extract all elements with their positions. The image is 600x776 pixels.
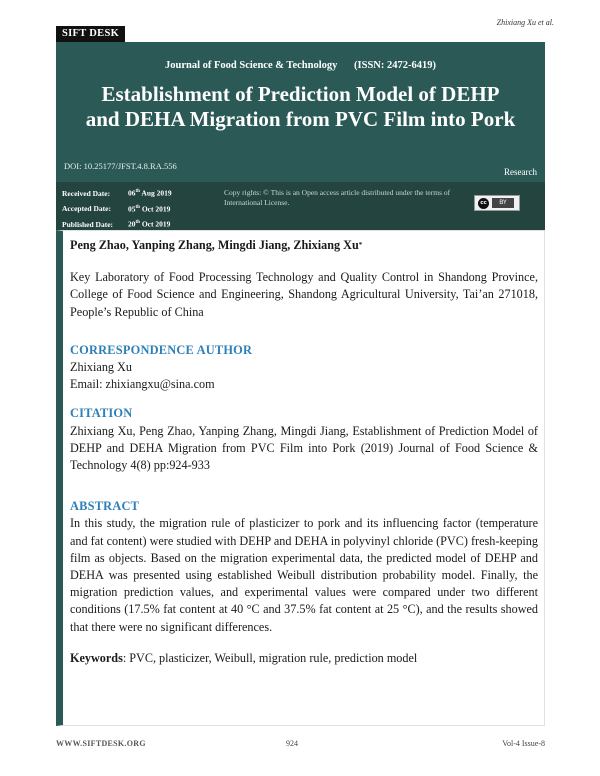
abstract-section	[70, 498, 538, 636]
article-type: Research	[504, 167, 537, 177]
citation-section	[70, 405, 538, 474]
abstract-text: In this study, the migration rule of plasticizer to pork and its influencing factor (temperature and fat content) were studied with DEHP and DEHA in polyvinyl chloride (PVC) fresh-keeping film as objects. Based on the migration experimental data, the predicted model of DEHP and DEHA was presented using established Weibull distribution probability model. Finally, the migration prediction values, and experimental values were compared under two different conditions (17.5% fat content at 40 °C and 37.5% fat content at 25 °C), and the results showed that there were no significant differences.	[70, 516, 538, 634]
journal-line	[56, 60, 545, 71]
keywords-list: : PVC, plasticizer, Weibull, migration rule, prediction model	[122, 650, 418, 665]
cc-license-badge[interactable]	[474, 195, 520, 211]
issn: (ISSN: 2472-6419)	[354, 60, 436, 71]
title-banner	[56, 42, 545, 182]
correspondence-email[interactable]: Email: zhixiangxu@sina.com	[70, 377, 215, 392]
citation-text: Zhixiang Xu, Peng Zhao, Yanping Zhang, Mingdi Jiang, Establishment of Prediction Model of DEHP and DEHA Migration from PVC Film into Pork (2019) Journal of Food Science & Technology 4(8) pp:924-933	[70, 423, 538, 473]
cc-icon: cc	[478, 198, 489, 209]
page-number: 924	[286, 739, 298, 748]
doi-link[interactable]: DOI: 10.25177/JFST.4.8.RA.556	[64, 161, 177, 171]
published-date: Published Date: 20th Oct 2019	[62, 219, 171, 229]
volume-issue: Vol-4 Issue-8	[502, 739, 545, 748]
author-list: Peng Zhao, Yanping Zhang, Mingdi Jiang, Zhixiang Xu*	[70, 238, 363, 252]
correspondence-heading: CORRESPONDENCE AUTHOR	[70, 342, 253, 357]
keywords	[70, 650, 538, 667]
correspondence-name: Zhixiang Xu	[70, 360, 132, 375]
affiliation: Key Laboratory of Food Processing Technology and Quality Control in Shandong Province, College of Food Science and Engineering, Shandong Agricultural University, Tai’an 271018, People’s Republic of China	[70, 270, 538, 319]
accepted-date: Accepted Date: 05th Oct 2019	[62, 204, 171, 213]
copyright-notice: Copy rights: © This is an Open access article distributed under the terms of International License.	[224, 188, 451, 207]
corresponding-mark: *	[358, 241, 363, 249]
by-icon: BY	[492, 198, 514, 208]
received-date: Received Date: 06th Aug 2019	[62, 188, 172, 198]
article-body	[56, 230, 545, 726]
article-title	[56, 82, 545, 132]
dates-block	[62, 185, 172, 232]
keywords-label: Keywords	[70, 650, 123, 665]
brand-logo: SIFT DESK	[56, 26, 125, 42]
dates-bar	[56, 182, 545, 230]
title-line-2: and DEHA Migration from PVC Film into Pork	[85, 107, 516, 131]
abstract-heading: ABSTRACT	[70, 499, 140, 514]
page-footer	[56, 739, 545, 751]
title-line-1: Establishment of Prediction Model of DEHP	[101, 82, 500, 106]
journal-name: Journal of Food Science & Technology	[165, 60, 338, 71]
footer-website[interactable]: WWW.SIFTDESK.ORG	[56, 739, 146, 748]
article-content	[70, 237, 538, 667]
running-author: Zhixiang Xu et al.	[496, 18, 554, 27]
correspondence-section	[70, 342, 538, 394]
top-bar	[0, 0, 600, 42]
citation-heading: CITATION	[70, 406, 133, 421]
